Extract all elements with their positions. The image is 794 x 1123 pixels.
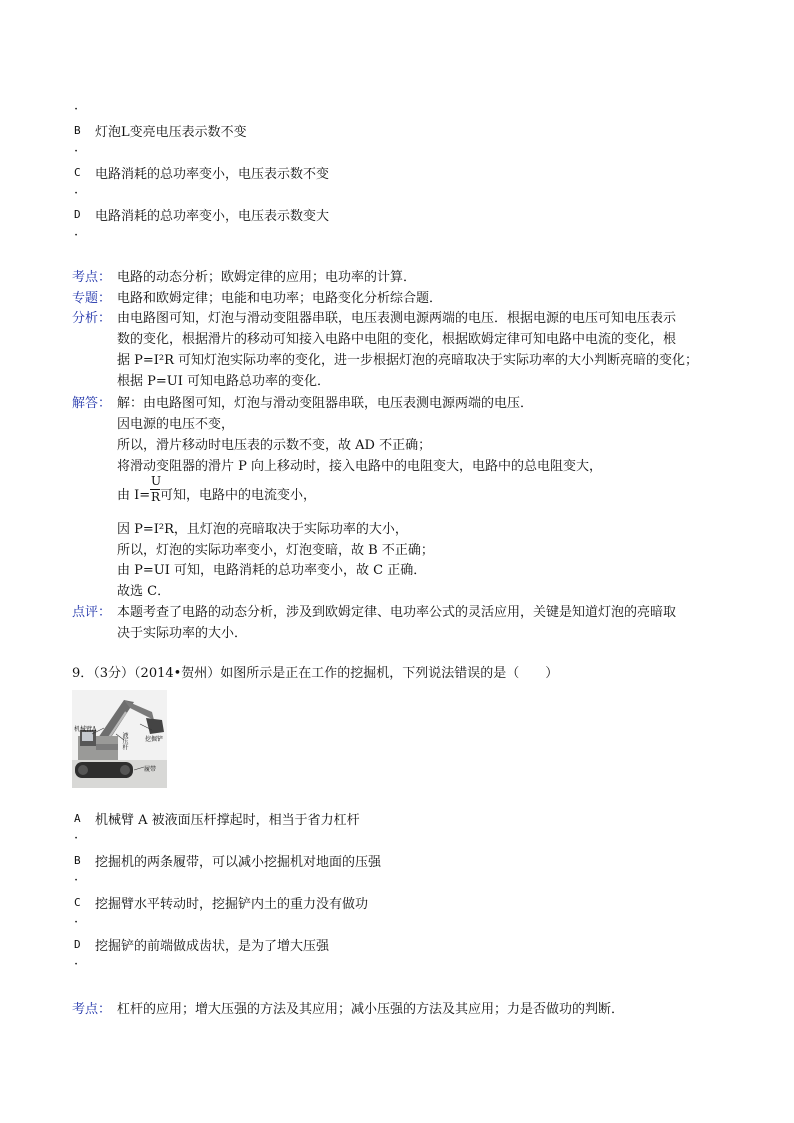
option-text: 电路消耗的总功率变小，电压表示数不变 xyxy=(95,167,330,182)
fenxi-line: 由电路图可知，灯泡与滑动变阻器串联，电压表测电源两端的电压．根据电源的电压可知电压表示 xyxy=(117,311,677,326)
excavator-figure xyxy=(72,690,167,788)
jieda-line: 由 P=UI 可知，电路消耗的总功率变小，故 C 正确． xyxy=(117,563,427,578)
figure-label-bucket: 挖掘铲 xyxy=(145,736,164,743)
jieda-line: 所以，滑片移动时电压表的示数不变，故 AD 不正确； xyxy=(117,438,432,453)
kaodian-label: 考点： xyxy=(72,270,112,285)
fenxi-label: 分析： xyxy=(72,311,112,326)
dianping-line: 本题考查了电路的动态分析，涉及到欧姆定律、电功率公式的灵活应用，关键是知道灯泡的亮暗取 xyxy=(117,605,677,620)
option-dot: · xyxy=(74,957,79,972)
fraction-denominator: R xyxy=(151,490,161,504)
figure-label-track: 履带 xyxy=(144,766,157,773)
option-letter: D xyxy=(74,938,81,951)
option-dot: · xyxy=(74,915,79,930)
option-text: 挖掘机的两条履带，可以减小挖掘机对地面的压强 xyxy=(95,855,382,870)
jieda-line: 因 P=I²R，且灯泡的亮暗取决于实际功率的大小， xyxy=(117,522,408,537)
fenxi-line: 根据 P=UI 可知电路总功率的变化． xyxy=(117,374,330,389)
dianping-label: 点评： xyxy=(72,605,112,620)
dianping-line: 决于实际功率的大小． xyxy=(117,626,248,641)
option-dot: · xyxy=(74,831,79,846)
option-letter: B xyxy=(74,854,81,867)
option-text: 电路消耗的总功率变小，电压表示数变大 xyxy=(95,209,330,224)
jieda-line: 因电源的电压不变， xyxy=(117,417,235,432)
option-dot: · xyxy=(74,102,79,117)
option-text: 挖掘铲的前端做成齿状，是为了增大压强 xyxy=(95,939,330,954)
figure-label-cylinder: 液压杆 xyxy=(121,732,128,750)
jieda-line: 故选 C． xyxy=(117,584,171,599)
jieda-frac-suffix: 可知，电路中的电流变小， xyxy=(160,488,317,503)
option-letter: A xyxy=(74,812,81,825)
jieda-frac-prefix: 由 I= xyxy=(117,488,151,503)
q9-kaodian-label: 考点： xyxy=(72,1002,112,1017)
option-dot: · xyxy=(74,186,79,201)
jieda-label: 解答： xyxy=(72,396,112,411)
zhuanti-label: 专题： xyxy=(72,291,112,306)
option-text: 灯泡L变亮电压表示数不变 xyxy=(95,125,247,140)
fenxi-line: 据 P=I²R 可知灯泡实际功率的变化，进一步根据灯泡的亮暗取决于实际功率的大小判断亮暗的变化； xyxy=(117,353,699,368)
jieda-line: 解：由电路图可知，灯泡与滑动变阻器串联，电压表测电源两端的电压． xyxy=(117,396,534,411)
zhuanti-text: 电路和欧姆定律；电能和电功率；电路变化分析综合题． xyxy=(117,291,443,306)
option-letter: C xyxy=(74,896,81,909)
fenxi-line: 数的变化，根据滑片的移动可知接入电路中电阻的变化，根据欧姆定律可知电路中电流的变化，根 xyxy=(117,332,677,347)
figure-label-arm: 机械臂A xyxy=(74,726,97,733)
q9-kaodian-text: 杠杆的应用；增大压强的方法及其应用；减小压强的方法及其应用；力是否做功的判断． xyxy=(117,1002,625,1017)
fraction-numerator: U xyxy=(151,474,162,488)
jieda-line: 所以，灯泡的实际功率变小，灯泡变暗，故 B 不正确； xyxy=(117,543,434,558)
option-text: 机械臂 A 被液面压杆撑起时，相当于省力杠杆 xyxy=(95,813,360,828)
option-text: 挖掘臂水平转动时，挖掘铲内土的重力没有做功 xyxy=(95,897,369,912)
jieda-line: 将滑动变阻器的滑片 P 向上移动时，接入电路中的电阻变大，电路中的总电阻变大， xyxy=(117,459,603,474)
option-letter: D xyxy=(74,208,81,221)
option-dot: · xyxy=(74,873,79,888)
option-letter: C xyxy=(74,166,81,179)
question-9-stem: 9．（3分）（2014•贺州）如图所示是正在工作的挖掘机，下列说法错误的是（ ） xyxy=(72,666,559,681)
option-letter: B xyxy=(74,124,81,137)
kaodian-text: 电路的动态分析；欧姆定律的应用；电功率的计算． xyxy=(117,270,417,285)
option-dot: · xyxy=(74,228,79,243)
option-dot: · xyxy=(74,144,79,159)
